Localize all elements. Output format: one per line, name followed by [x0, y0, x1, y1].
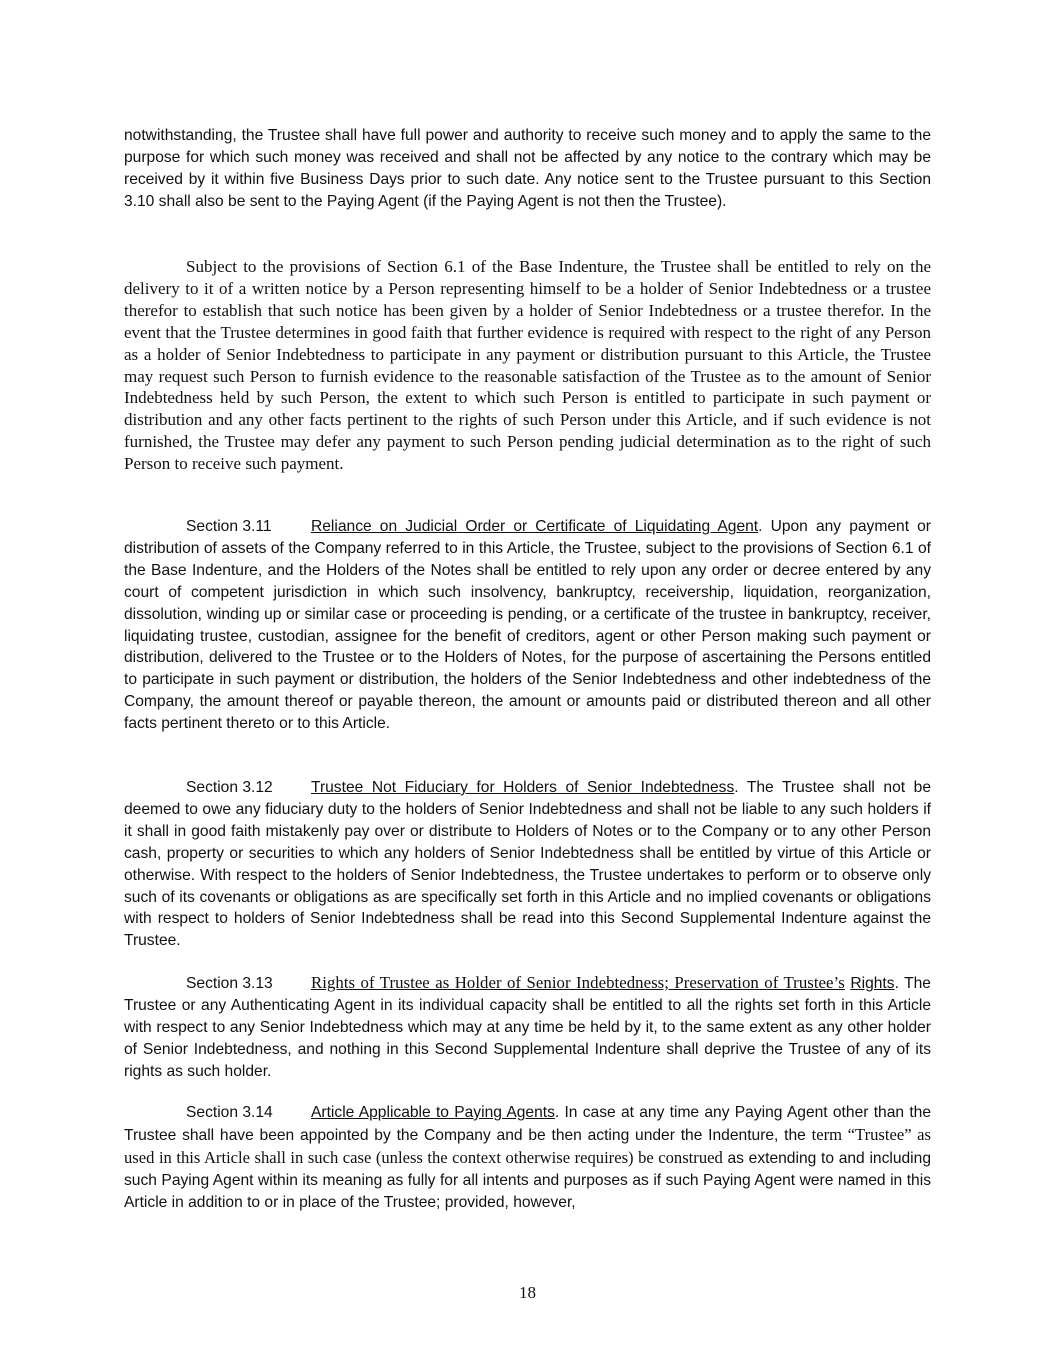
section-title: Reliance on Judicial Order or Certificate of Liquidating Agent: [311, 518, 759, 535]
paragraph-subject-to-provisions: Subject to the provisions of Section 6.1 of the Base Indenture, the Trustee shall be entitled to rely on the delivery to it of a written notice by a Person representing himself to be a holder of Senior Indebtedness or a trustee therefor to establish that such notice has been given by a holder of Senior Indebtedness or a trustee therefor. In the event that the Trustee determines in good faith that further evidence is required with respect to the right of any Person as a holder of Senior Indebtedness to participate in any payment or distribution pursuant to this Article, the Trustee may request such Person to furnish evidence to the reasonable satisfaction of the Trustee as to the amount of Senior Indebtedness held by such Person, the extent to which such Person is entitled to participate in such payment or distribution and any other facts pertinent to the rights of such Person under this Article, and if such evidence is not furnished, the Trustee may defer any payment to such Person pending judicial determination as to the right of such Person to receive such payment.: [124, 257, 931, 474]
section-title: Article Applicable to Paying Agents: [311, 1104, 555, 1121]
section-body: . The Trustee shall not be deemed to owe any fiduciary duty to the holders of Senior Indebtedness and shall not be liable to any such holders if it shall in good faith mistakenly pay over or distribute to Holders of Notes or to the Company or to any other Person cash, property or securities to which any holders of Senior Indebtedness shall be entitled by virtue of this Article or otherwise. With respect to the holders of Senior Indebtedness, the Trustee undertakes to perform or to observe only such of its covenants or obligations as are specifically set forth in this Article and no implied covenants or obligations with respect to holders of Senior Indebtedness shall be read into this Second Supplemental Indenture against the Trustee.: [124, 779, 931, 950]
section-body: . The Trustee or any Authenticating Agent in its individual capacity shall be entitled to all the rights set forth in this Article with respect to any Senior Indebtedness which may at any time be held by it, to the same extent as any other holder of Senior Indebtedness, and nothing in this Second Supplemental Indenture shall deprive the Trustee of any of its rights as such holder.: [124, 975, 931, 1080]
section-number: Section 3.13: [186, 975, 273, 992]
section-number: Section 3.12: [186, 779, 273, 796]
section-title: Rights of Trustee as Holder of Senior Indebtedness; Preservation of Trustee’s: [311, 973, 845, 992]
section-3-13: [124, 972, 931, 1083]
section-3-14: [124, 1102, 931, 1214]
section-3-11: [124, 516, 931, 735]
page-number: 18: [519, 1283, 536, 1302]
section-title: Trustee Not Fiduciary for Holders of Senior Indebtedness: [311, 779, 735, 796]
section-title-continued: Rights: [850, 975, 895, 992]
section-body-serif: term “Trustee” as used in this Article shall in such case (unless the context otherwise requires) be construed: [124, 1124, 931, 1167]
section-body: . Upon any payment or distribution of assets of the Company referred to in this Article, the Trustee, subject to the provisions of Section 6.1 of the Base Indenture, and the Holders of the Notes shall be entitled to rely upon any order or decree entered by any court of competent jurisdiction in which such insolvency, bankruptcy, receivership, liquidation, reorganization, dissolution, winding up or similar case or proceeding is pending, or a certificate of the trustee in bankruptcy, receiver, liquidating trustee, custodian, assignee for the benefit of creditors, agent or other Person making such payment or distribution, delivered to the Trustee or to the Holders of Notes, for the purpose of ascertaining the Persons entitled to participate in such payment or distribution, the holders of the Senior Indebtedness and other indebtedness of the Company, the amount thereof or payable thereon, the amount or amounts paid or distributed thereon and all other facts pertinent thereto or to this Article.: [124, 518, 931, 733]
section-number: Section 3.11: [186, 518, 272, 535]
paragraph-continuation: notwithstanding, the Trustee shall have full power and authority to receive such money and to apply the same to the purpose for which such money was received and shall not be affected by any notice to the contrary which may be received by it within five Business Days prior to such date. Any notice sent to the Trustee pursuant to this Section 3.10 shall also be sent to the Paying Agent (if the Paying Agent is not then the Trustee).: [124, 127, 931, 210]
section-body: . In case at any time any Paying Agent other than the Trustee shall have been appointed by the Company and be then acting under the Indenture, the: [124, 1104, 931, 1144]
section-3-12: [124, 777, 931, 952]
section-number: Section 3.14: [186, 1104, 273, 1121]
section-body-continued: as extending to and including such Paying Agent within its meaning as fully for all intents and purposes as if such Paying Agent were named in this Article in addition to or in place of the Trustee; provided, however,: [124, 1149, 931, 1211]
